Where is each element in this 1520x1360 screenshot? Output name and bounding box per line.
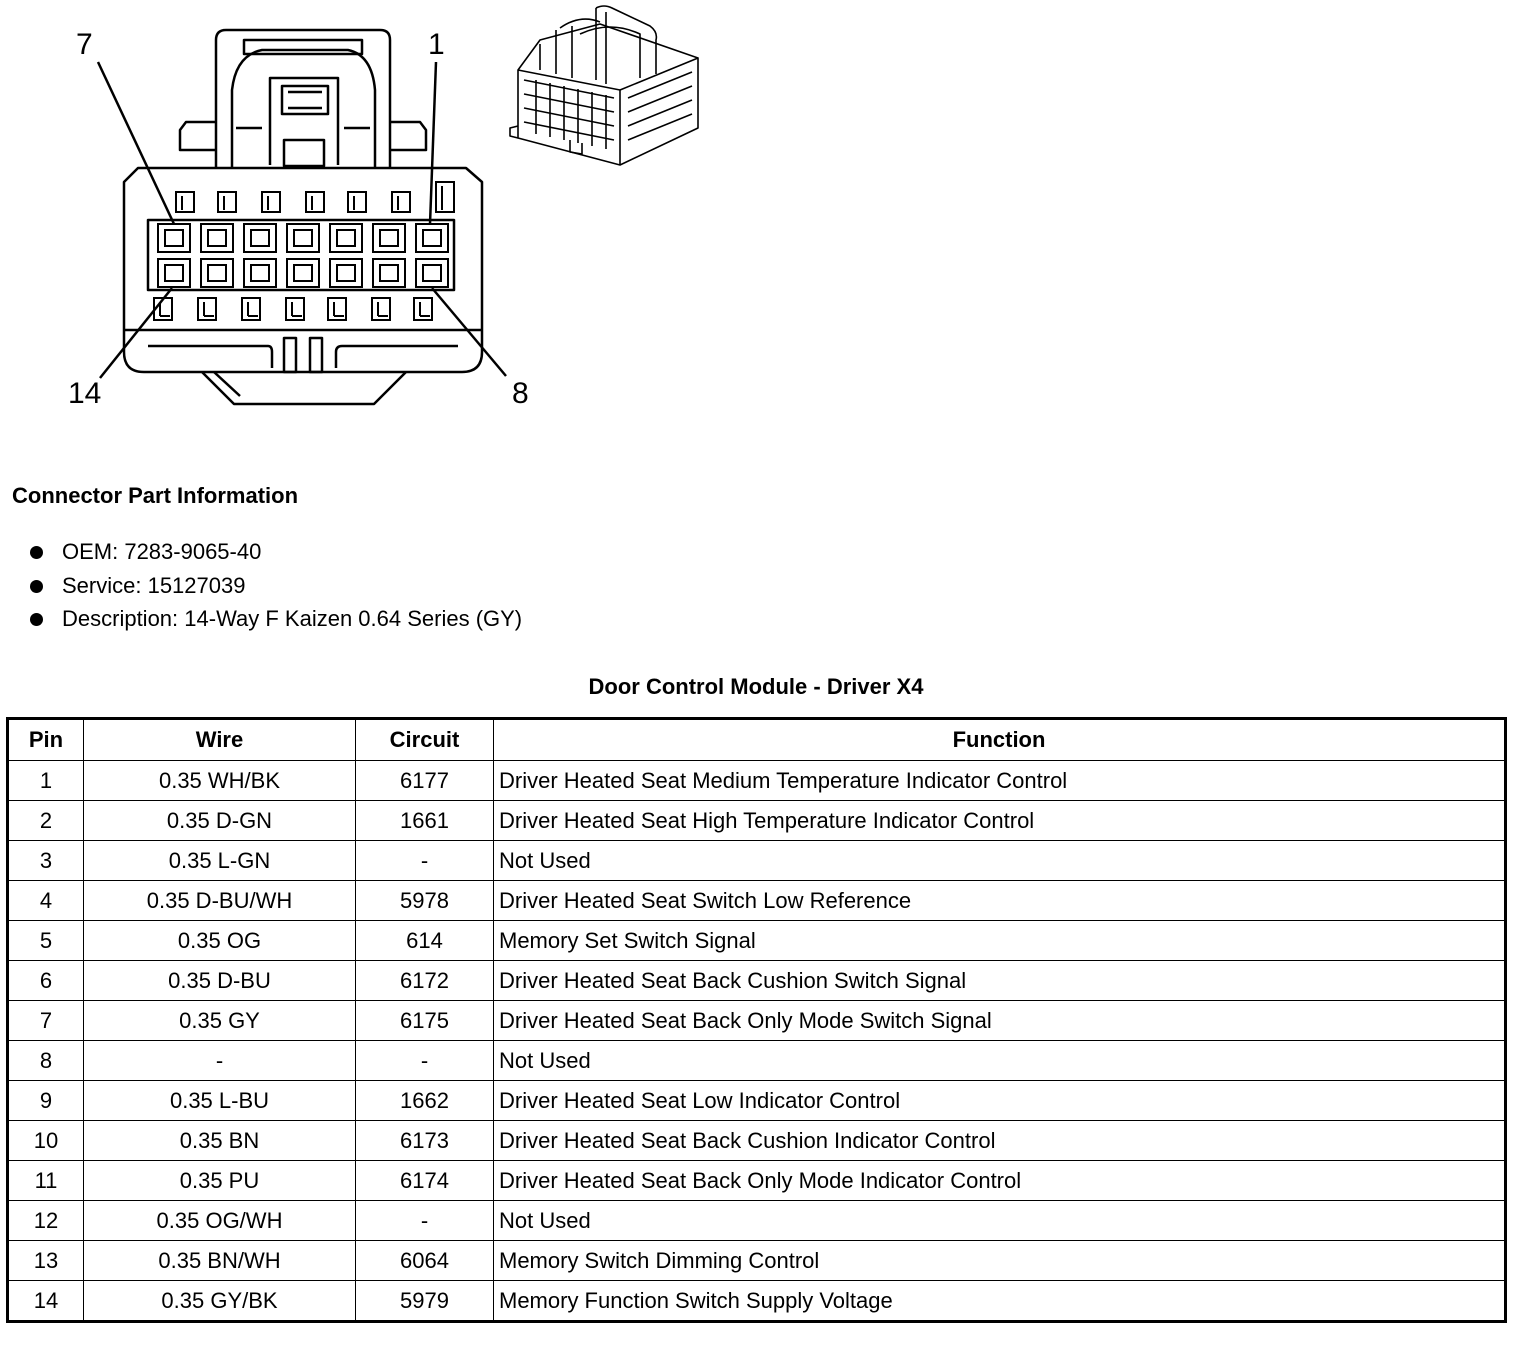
bullet-icon: [30, 546, 43, 559]
cell-wire: 0.35 PU: [84, 1161, 356, 1201]
cell-wire: 0.35 L-GN: [84, 841, 356, 881]
cell-pin: 11: [8, 1161, 84, 1201]
pin-cavity: [416, 259, 448, 287]
cell-function: Not Used: [494, 1201, 1506, 1241]
latch-window: [198, 298, 216, 320]
cell-pin: 12: [8, 1201, 84, 1241]
table-row: [8, 801, 1506, 841]
cell-function: Driver Heated Seat Medium Temperature Indicator Control: [494, 761, 1506, 801]
cell-circuit: 5979: [356, 1281, 494, 1322]
header-pin: Pin: [8, 719, 84, 761]
leader-line: [432, 288, 506, 376]
latch-window: [242, 298, 260, 320]
header-wire: Wire: [84, 719, 356, 761]
pin-cavity: [287, 259, 319, 287]
table-title: Door Control Module - Driver X4: [588, 674, 924, 699]
cell-circuit: 6172: [356, 961, 494, 1001]
cell-function: Driver Heated Seat Low Indicator Control: [494, 1081, 1506, 1121]
connector-thumbnail: [510, 6, 698, 165]
table-row: [8, 1281, 1506, 1322]
header-circuit: Circuit: [356, 719, 494, 761]
pin-cavity: [244, 224, 276, 252]
table-row: [8, 1121, 1506, 1161]
pin-label-14: 14: [68, 377, 102, 410]
cell-circuit: -: [356, 841, 494, 881]
cell-pin: 3: [8, 841, 84, 881]
cell-pin: 8: [8, 1041, 84, 1081]
part-info-list: [30, 538, 522, 639]
latch-window: [372, 298, 390, 320]
table-row: [8, 921, 1506, 961]
cell-wire: 0.35 BN: [84, 1121, 356, 1161]
pin-label-1: 1: [428, 28, 445, 61]
cell-function: Driver Heated Seat Back Only Mode Indicator Control: [494, 1161, 1506, 1201]
cell-function: Memory Switch Dimming Control: [494, 1241, 1506, 1281]
pin-cavity: [330, 224, 362, 252]
pin-cavity: [201, 224, 233, 252]
table-row: [8, 761, 1506, 801]
table-header-row: [8, 719, 1506, 761]
cell-circuit: 6064: [356, 1241, 494, 1281]
connector-diagram: [0, 0, 720, 440]
leader-line: [100, 288, 172, 378]
latch-window: [436, 182, 454, 212]
latch-window: [414, 298, 432, 320]
table-row: [8, 1161, 1506, 1201]
pin-label-8: 8: [512, 377, 529, 410]
part-info-item: Service: 15127039: [30, 572, 522, 606]
cell-pin: 5: [8, 921, 84, 961]
latch-window: [262, 192, 280, 212]
cell-function: Driver Heated Seat Back Cushion Indicator Control: [494, 1121, 1506, 1161]
table-row: [8, 1041, 1506, 1081]
cell-wire: 0.35 WH/BK: [84, 761, 356, 801]
latch-window: [176, 192, 194, 212]
cell-function: Not Used: [494, 1041, 1506, 1081]
cell-pin: 9: [8, 1081, 84, 1121]
cell-function: Not Used: [494, 841, 1506, 881]
cell-function: Driver Heated Seat Switch Low Reference: [494, 881, 1506, 921]
table-row: [8, 841, 1506, 881]
cell-circuit: 1661: [356, 801, 494, 841]
cell-circuit: 1662: [356, 1081, 494, 1121]
pinout-table: [6, 717, 1507, 1323]
part-info-item: Description: 14-Way F Kaizen 0.64 Series (GY): [30, 605, 522, 639]
pin-cavity: [373, 224, 405, 252]
cell-circuit: 5978: [356, 881, 494, 921]
cell-function: Memory Set Switch Signal: [494, 921, 1506, 961]
part-info-item: OEM: 7283-9065-40: [30, 538, 522, 572]
cell-wire: 0.35 OG/WH: [84, 1201, 356, 1241]
cell-wire: 0.35 D-BU: [84, 961, 356, 1001]
cell-wire: 0.35 D-GN: [84, 801, 356, 841]
table-row: [8, 1001, 1506, 1041]
cell-function: Driver Heated Seat Back Cushion Switch Signal: [494, 961, 1506, 1001]
leader-line: [98, 62, 174, 224]
cell-function: Driver Heated Seat High Temperature Indicator Control: [494, 801, 1506, 841]
cell-wire: 0.35 BN/WH: [84, 1241, 356, 1281]
cell-pin: 1: [8, 761, 84, 801]
table-row: [8, 1201, 1506, 1241]
pin-cavity: [373, 259, 405, 287]
cell-pin: 14: [8, 1281, 84, 1322]
cell-wire: -: [84, 1041, 356, 1081]
cell-pin: 4: [8, 881, 84, 921]
pin-label-7: 7: [76, 28, 93, 61]
bullet-icon: [30, 580, 43, 593]
table-row: [8, 881, 1506, 921]
cell-pin: 2: [8, 801, 84, 841]
connector-body: [124, 168, 482, 372]
table-row: [8, 1081, 1506, 1121]
cell-circuit: -: [356, 1201, 494, 1241]
latch-window: [328, 298, 346, 320]
latch-window: [286, 298, 304, 320]
cell-wire: 0.35 OG: [84, 921, 356, 961]
pin-cavity: [330, 259, 362, 287]
cell-circuit: 6175: [356, 1001, 494, 1041]
pin-cavity: [287, 224, 319, 252]
cell-circuit: 6174: [356, 1161, 494, 1201]
cell-pin: 10: [8, 1121, 84, 1161]
cell-circuit: 6173: [356, 1121, 494, 1161]
cell-wire: 0.35 GY/BK: [84, 1281, 356, 1322]
latch-window: [392, 192, 410, 212]
cell-circuit: 6177: [356, 761, 494, 801]
cell-function: Memory Function Switch Supply Voltage: [494, 1281, 1506, 1322]
cell-pin: 13: [8, 1241, 84, 1281]
cell-circuit: -: [356, 1041, 494, 1081]
latch-window: [306, 192, 324, 212]
cell-pin: 6: [8, 961, 84, 1001]
cell-pin: 7: [8, 1001, 84, 1041]
part-info-heading: Connector Part Information: [12, 483, 299, 508]
table-row: [8, 1241, 1506, 1281]
header-function: Function: [494, 719, 1506, 761]
cell-wire: 0.35 L-BU: [84, 1081, 356, 1121]
pin-cavity: [201, 259, 233, 287]
pin-cavity: [158, 224, 190, 252]
latch-window: [348, 192, 366, 212]
bullet-icon: [30, 613, 43, 626]
cell-function: Driver Heated Seat Back Only Mode Switch Signal: [494, 1001, 1506, 1041]
cell-circuit: 614: [356, 921, 494, 961]
pin-cavity: [416, 224, 448, 252]
pin-cavity: [158, 259, 190, 287]
latch-window: [218, 192, 236, 212]
pin-cavity: [244, 259, 276, 287]
cell-wire: 0.35 GY: [84, 1001, 356, 1041]
cell-wire: 0.35 D-BU/WH: [84, 881, 356, 921]
table-row: [8, 961, 1506, 1001]
